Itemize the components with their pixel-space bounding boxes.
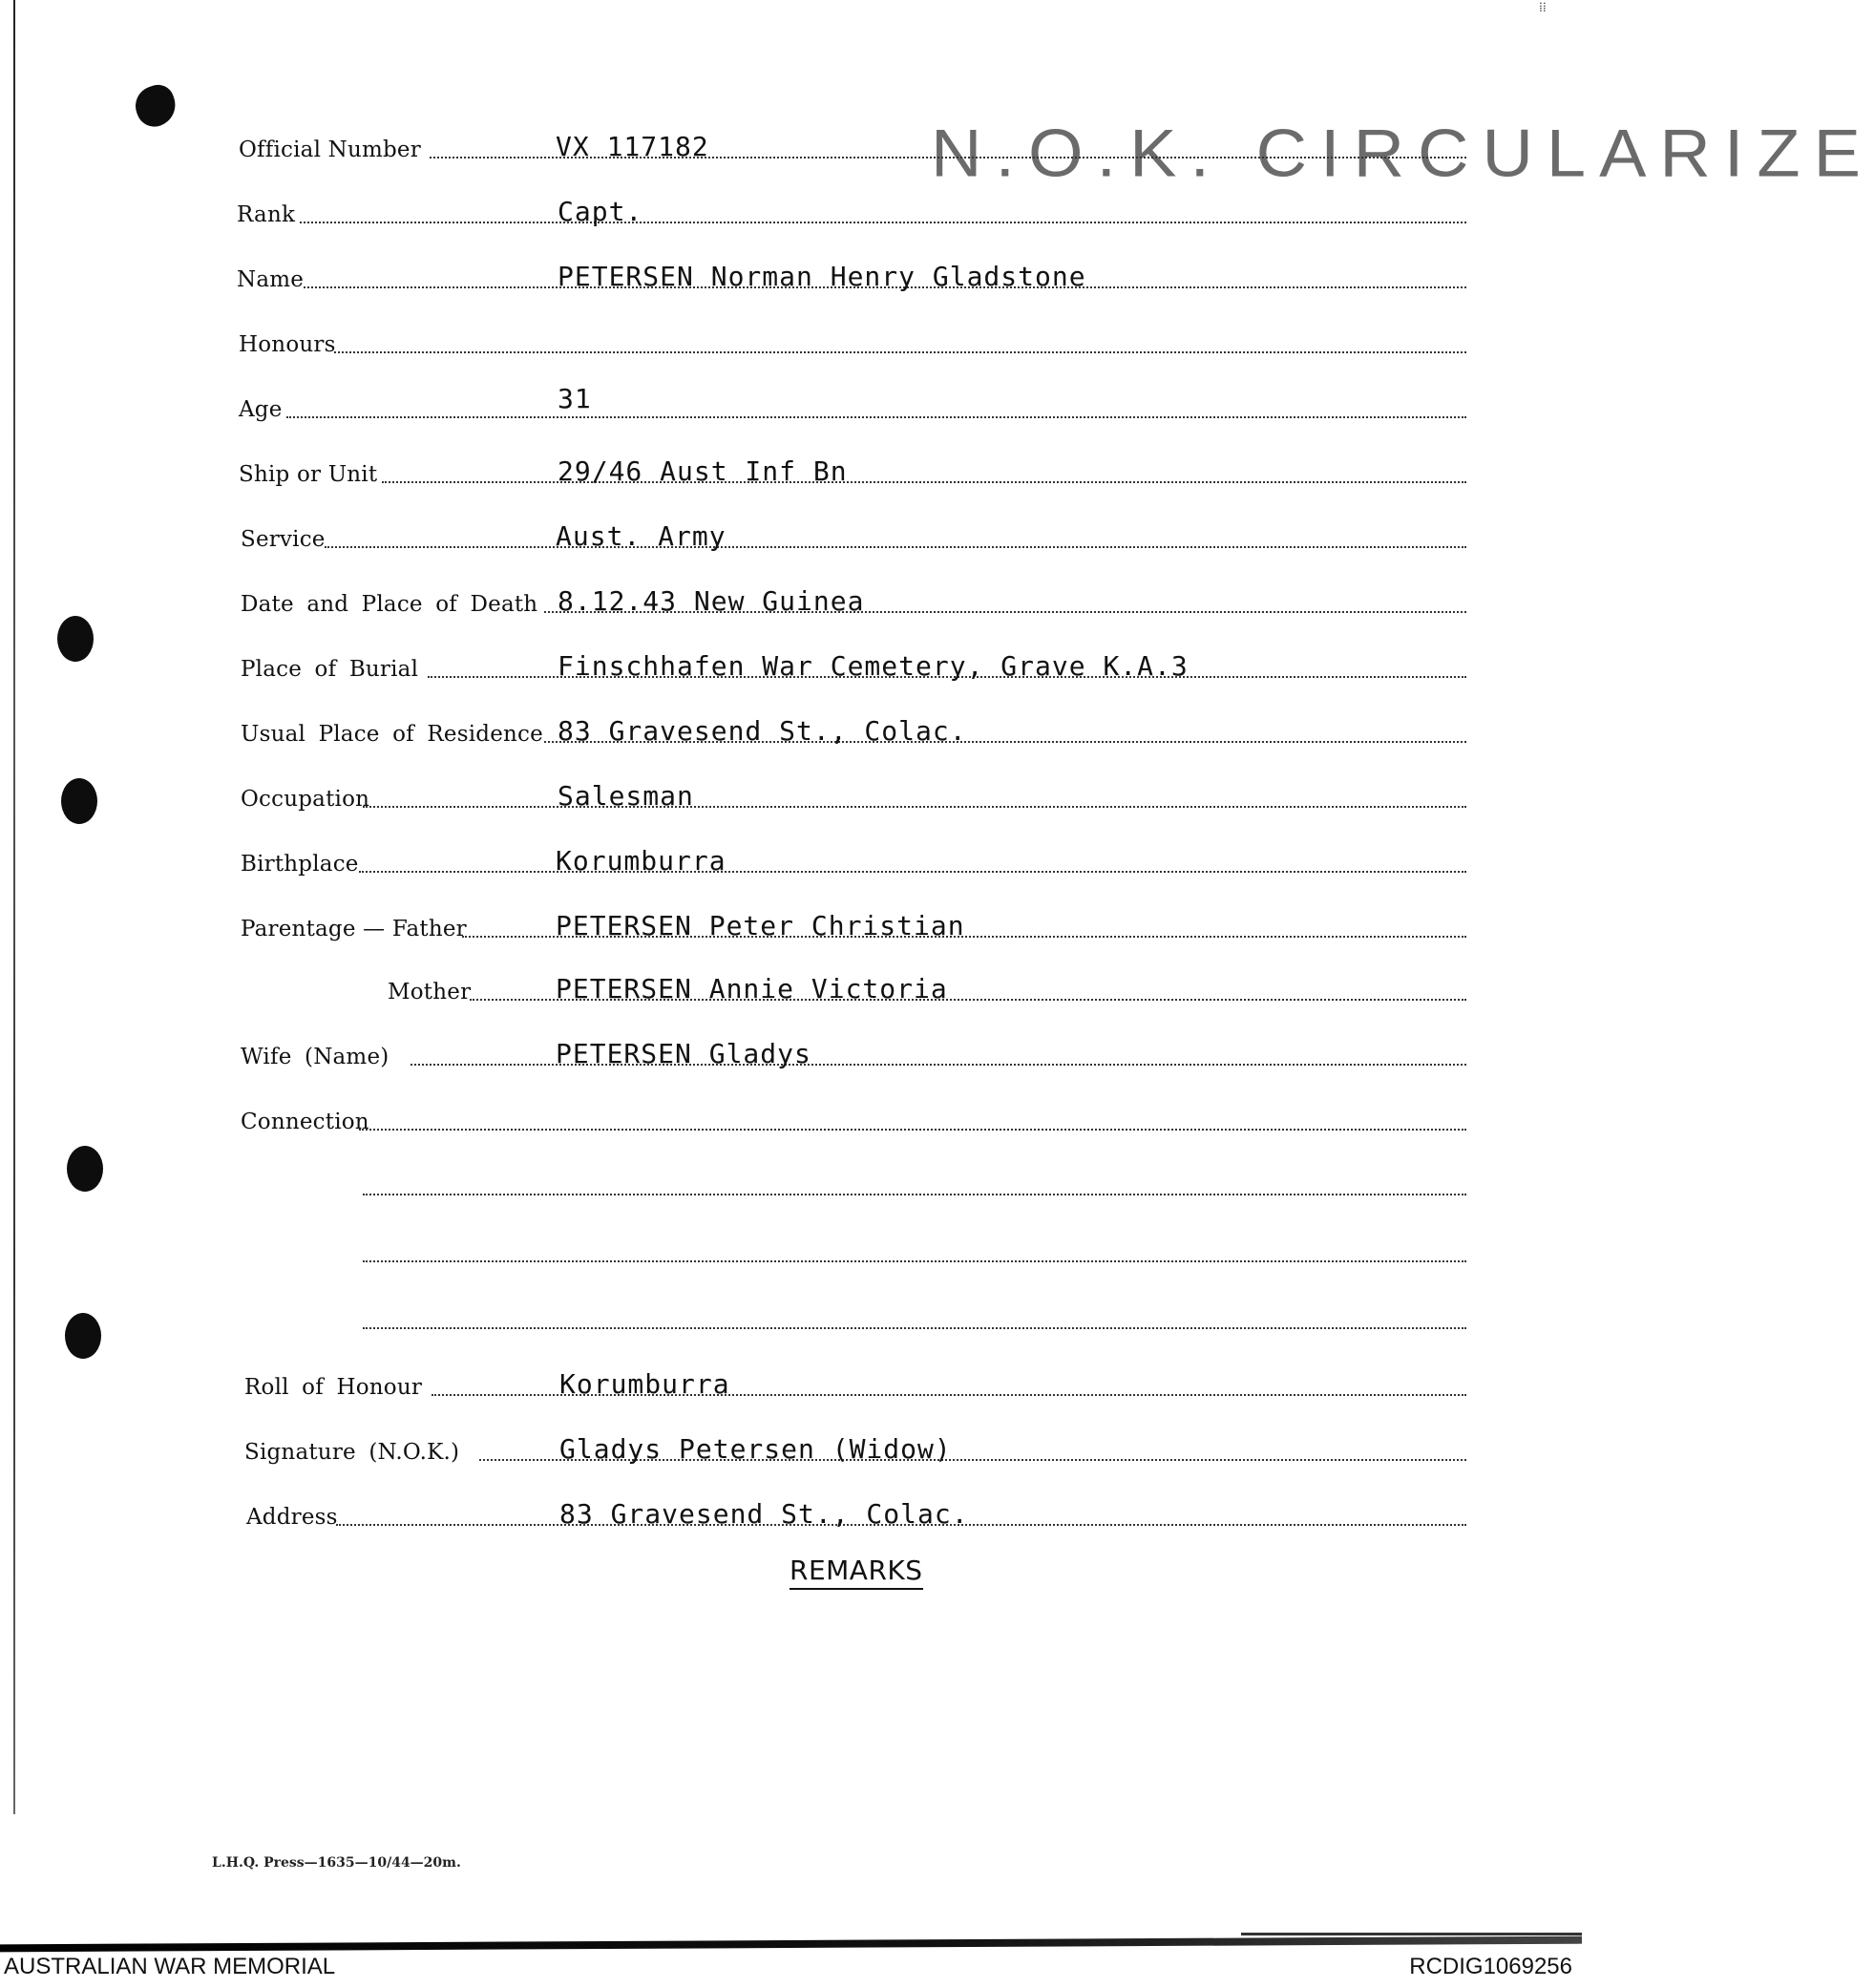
card-left-edge (13, 0, 15, 1814)
connection-blank-line (363, 1301, 1466, 1339)
field-service (241, 519, 1466, 558)
printer-imprint: L.H.Q. Press—1635—10/44—20m. (212, 1855, 461, 1871)
card-bottom-edge-shadow (1241, 1933, 1582, 1935)
name-label: Name (237, 267, 305, 292)
residence-label: Usual Place of Residence (241, 722, 543, 747)
occupation-value: Salesman (558, 780, 694, 812)
service-label: Service (241, 527, 326, 552)
dotted-line (363, 1260, 1466, 1262)
field-date-place-of-death (241, 584, 1466, 623)
remarks-heading: REMARKS (790, 1554, 923, 1590)
death-label: Date and Place of Death (241, 592, 538, 617)
connection-blank-line (363, 1234, 1466, 1272)
punch-hole-5 (65, 1313, 101, 1359)
field-parentage-father (241, 909, 1466, 947)
field-honours (239, 325, 1466, 363)
official-number-label: Official Number (239, 137, 421, 162)
card-bottom-edge (0, 1936, 1582, 1953)
field-age (239, 383, 1466, 428)
punch-hole-1 (130, 80, 181, 132)
rank-label: Rank (237, 202, 296, 227)
ship-or-unit-value: 29/46 Aust Inf Bn (558, 455, 848, 487)
dotted-line (334, 351, 1466, 353)
age-label: Age (239, 397, 283, 422)
mother-value: PETERSEN Annie Victoria (556, 973, 948, 1005)
field-occupation (241, 779, 1466, 817)
dotted-line (363, 806, 1466, 808)
field-signature (244, 1432, 1466, 1470)
connection-blank-line (363, 1167, 1466, 1205)
birthplace-label: Birthplace (241, 852, 359, 877)
death-value: 8.12.43 New Guinea (558, 585, 865, 617)
roll-of-honour-label: Roll of Honour (244, 1375, 423, 1400)
address-value: 83 Gravesend St., Colac. (559, 1498, 969, 1530)
age-value: 31 (558, 383, 592, 414)
official-number-value: VX 117182 (556, 131, 709, 162)
dotted-line (363, 1194, 1466, 1195)
field-parentage-mother (388, 972, 1466, 1010)
punch-hole-2 (57, 616, 94, 662)
field-connection (241, 1102, 1466, 1140)
field-rank (237, 195, 1466, 233)
occupation-label: Occupation (241, 787, 370, 812)
connection-label: Connection (241, 1110, 369, 1134)
dotted-line (359, 1129, 1466, 1131)
address-label: Address (246, 1505, 338, 1530)
dotted-line (325, 546, 1466, 548)
honours-label: Honours (239, 332, 336, 357)
signature-label: Signature (N.O.K.) (244, 1440, 460, 1465)
field-place-of-burial (241, 649, 1466, 687)
residence-value: 83 Gravesend St., Colac. (558, 715, 967, 747)
ship-or-unit-label: Ship or Unit (239, 462, 378, 487)
service-value: Aust. Army (556, 520, 726, 552)
footer-institution: AUSTRALIAN WAR MEMORIAL (4, 1954, 336, 1979)
roll-of-honour-value: Korumburra (559, 1368, 730, 1400)
punch-hole-3 (61, 778, 97, 824)
dotted-line (359, 871, 1466, 873)
field-usual-place-of-residence (241, 714, 1466, 752)
field-roll-of-honour (244, 1367, 1466, 1406)
dotted-line (300, 222, 1466, 223)
field-address (246, 1497, 1466, 1535)
dotted-line (363, 1327, 1466, 1329)
punch-hole-4 (67, 1146, 103, 1192)
father-label: Parentage — Father (241, 917, 467, 941)
wife-label: Wife (Name) (241, 1045, 390, 1069)
field-wife-name (241, 1037, 1466, 1075)
field-birthplace (241, 844, 1466, 882)
wife-value: PETERSEN Gladys (556, 1038, 811, 1069)
field-official-number (239, 130, 1466, 168)
rank-value: Capt. (558, 196, 643, 227)
corner-mark: ⁞⁞ (1539, 0, 1547, 15)
burial-label: Place of Burial (241, 657, 419, 682)
nok-circularized-stamp: N.O.K. CIRCULARIZE (931, 116, 1874, 191)
name-value: PETERSEN Norman Henry Gladstone (558, 261, 1086, 292)
dotted-line (286, 416, 1466, 418)
field-ship-or-unit (239, 455, 1466, 493)
footer-record-id: RCDIG1069256 (1409, 1954, 1572, 1979)
burial-value: Finschhafen War Cemetery, Grave K.A.3 (558, 650, 1189, 682)
field-name (237, 260, 1466, 298)
signature-value: Gladys Petersen (Widow) (559, 1433, 952, 1465)
dotted-line (382, 481, 1466, 483)
birthplace-value: Korumburra (556, 845, 726, 877)
mother-label: Mother (388, 980, 472, 1005)
father-value: PETERSEN Peter Christian (556, 910, 965, 941)
